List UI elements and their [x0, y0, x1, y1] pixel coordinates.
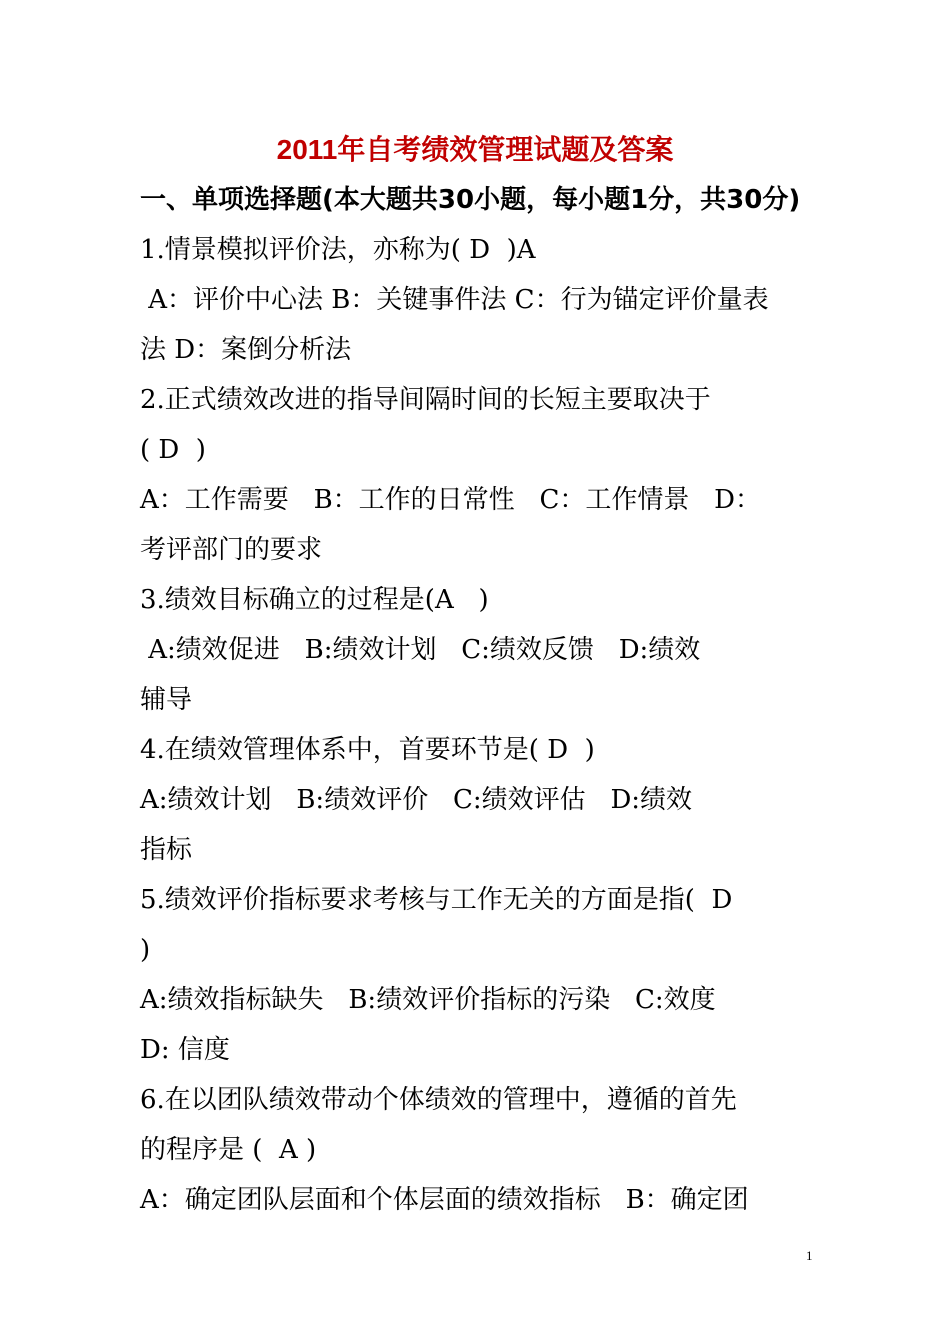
document-title: 2011年自考绩效管理试题及答案: [276, 134, 674, 165]
text-line: 4.在绩效管理体系中，首要环节是( D ): [140, 735, 595, 765]
text-line: A：确定团队层面和个体层面的绩效指标 B：确定团: [140, 1185, 749, 1215]
text-line: 考评部门的要求: [140, 535, 323, 565]
text-line: 1.情景模拟评价法，亦称为( D )A: [140, 235, 536, 265]
text-line: A:绩效计划 B:绩效评价 C:绩效评估 D:绩效: [140, 785, 693, 815]
text-line: 的程序是 ( A ): [140, 1135, 317, 1165]
text-line: A:绩效指标缺失 B:绩效评价指标的污染 C:效度: [140, 985, 716, 1015]
text-line: 指标: [140, 835, 193, 865]
text-line: 5.绩效评价指标要求考核与工作无关的方面是指( D: [140, 885, 733, 915]
section-heading: 一、单项选择题(本大题共30小题，每小题1分，共30分): [140, 185, 801, 215]
text-line: A：工作需要 B：工作的日常性 C：工作情景 D：: [140, 485, 762, 515]
text-line: 法 D：案倒分析法: [140, 335, 352, 365]
text-line: ): [140, 935, 151, 965]
text-line: D: 信度: [140, 1035, 230, 1065]
text-line: A:绩效促进 B:绩效计划 C:绩效反馈 D:绩效: [140, 635, 701, 665]
text-line: 2.正式绩效改进的指导间隔时间的长短主要取决于: [140, 385, 711, 415]
text-line: 6.在以团队绩效带动个体绩效的管理中，遵循的首先: [140, 1085, 737, 1115]
page-number: 1: [806, 1248, 813, 1263]
text-line: 3.绩效目标确立的过程是(A ): [140, 585, 489, 615]
text-line: A：评价中心法 B：关键事件法 C：行为锚定评价量表: [140, 285, 769, 315]
text-line: 辅导: [140, 685, 193, 715]
text-line: ( D ): [140, 435, 206, 465]
